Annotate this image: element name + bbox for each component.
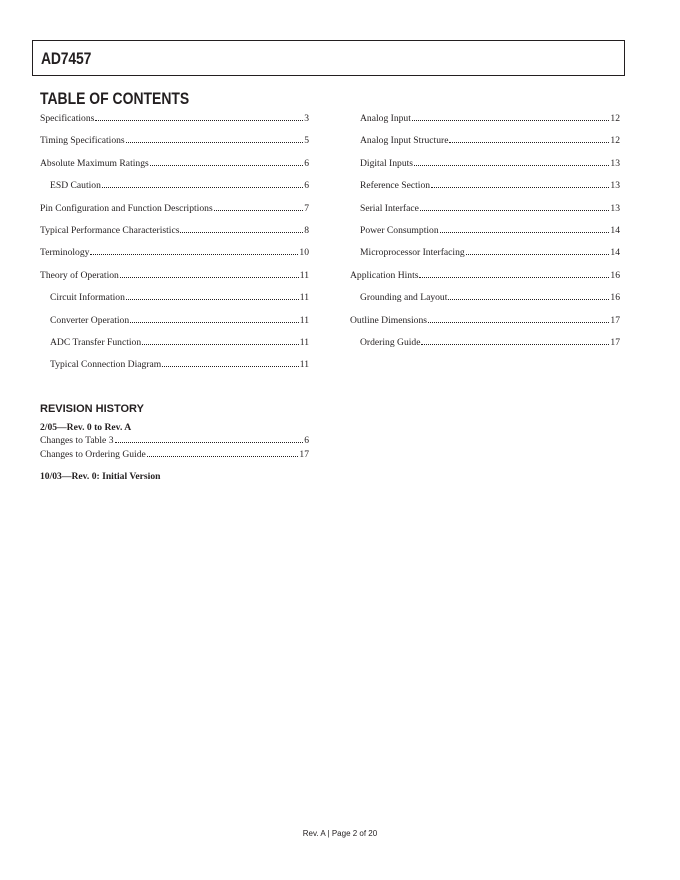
dot-leader: [162, 359, 299, 367]
toc-entry[interactable]: [350, 225, 620, 247]
toc-entry-title: Theory of Operation: [40, 269, 119, 281]
toc-entry-page: 11: [299, 269, 309, 281]
toc-entry-page: 14: [610, 224, 620, 236]
toc-right-column: [350, 113, 620, 359]
toc-entry[interactable]: [350, 292, 620, 314]
toc-entry[interactable]: [350, 180, 620, 202]
revision-change[interactable]: [40, 449, 309, 463]
toc-entry[interactable]: [350, 113, 620, 135]
toc-entry-page: 16: [610, 292, 620, 304]
toc-entry-page: 11: [299, 336, 309, 348]
toc-entry-title: Outline Dimensions: [350, 314, 428, 326]
toc-entry-title: Analog Input Structure: [360, 135, 449, 147]
dot-leader: [419, 270, 609, 278]
toc-entry-page: 14: [610, 247, 620, 259]
dot-leader: [90, 247, 298, 255]
toc-entry-page: 17: [610, 336, 620, 348]
toc-entry-page: 8: [304, 224, 309, 236]
toc-entry-page: 16: [610, 269, 620, 281]
dot-leader: [126, 135, 304, 143]
toc-entry-page: 5: [304, 135, 309, 147]
revision-change-page: 6: [304, 435, 309, 446]
dot-leader: [431, 180, 609, 188]
toc-entry-title: Absolute Maximum Ratings: [40, 157, 149, 169]
toc-entry-title: Microprocessor Interfacing: [360, 247, 465, 259]
part-number: AD7457: [41, 49, 92, 68]
toc-entry-page: 13: [610, 180, 620, 192]
toc-entry[interactable]: [350, 315, 620, 337]
toc-entry-title: Timing Specifications: [40, 135, 125, 147]
toc-entry[interactable]: [350, 135, 620, 157]
toc-entry[interactable]: [40, 337, 309, 359]
toc-entry-title: Circuit Information: [50, 292, 125, 304]
toc-entry[interactable]: [40, 203, 309, 225]
toc-entry[interactable]: [350, 158, 620, 180]
dot-leader: [130, 315, 299, 323]
toc-entry-title: Power Consumption: [360, 224, 439, 236]
toc-left-column: [40, 113, 309, 382]
toc-entry[interactable]: [40, 158, 309, 180]
page-footer: Rev. A | Page 2 of 20: [302, 829, 378, 838]
dot-leader: [214, 203, 304, 211]
toc-entry[interactable]: [40, 225, 309, 247]
toc-entry-page: 13: [610, 157, 620, 169]
toc-entry[interactable]: [350, 270, 620, 292]
toc-entry[interactable]: [40, 135, 309, 157]
toc-entry-page: 11: [299, 292, 309, 304]
toc-entry[interactable]: [40, 315, 309, 337]
revision-heading: 2/05—Rev. 0 to Rev. A: [40, 422, 132, 433]
dot-leader: [421, 337, 609, 345]
toc-entry[interactable]: [350, 203, 620, 225]
dot-leader: [414, 158, 609, 166]
toc-entry-page: 10: [299, 247, 309, 259]
dot-leader: [449, 135, 609, 143]
dot-leader: [95, 113, 303, 121]
toc-entry[interactable]: [40, 270, 309, 292]
toc-entry-title: Terminology: [40, 247, 90, 259]
toc-entry-title: Specifications: [40, 113, 95, 124]
revision-heading: 10/03—Rev. 0: Initial Version: [40, 471, 161, 482]
toc-entry[interactable]: [40, 292, 309, 314]
dot-leader: [412, 113, 610, 121]
toc-entry-title: Serial Interface: [360, 202, 419, 214]
header-box: [32, 40, 625, 76]
toc-entry-title: Application Hints: [350, 269, 419, 281]
dot-leader: [440, 225, 610, 233]
dot-leader: [448, 292, 609, 300]
dot-leader: [142, 337, 299, 345]
toc-entry-page: 11: [299, 314, 309, 326]
toc-entry-title: Pin Configuration and Function Descriptions: [40, 202, 213, 214]
revision-change-page: 17: [299, 448, 309, 460]
toc-entry-page: 7: [304, 202, 309, 214]
toc-entry-title: Digital Inputs: [360, 157, 414, 169]
dot-leader: [102, 180, 303, 188]
toc-entry-page: 6: [304, 157, 309, 169]
revision-change-text: Changes to Ordering Guide: [40, 448, 146, 460]
revision-a-block: [40, 422, 309, 462]
toc-entry-page: 3: [304, 113, 309, 124]
toc-entry-page: 11: [299, 359, 309, 371]
dot-leader: [150, 158, 303, 166]
toc-entry-title: ADC Transfer Function: [50, 336, 142, 348]
revision-change[interactable]: [40, 435, 309, 449]
toc-entry-title: Grounding and Layout: [360, 292, 448, 304]
toc-entry-page: 12: [610, 113, 620, 124]
revision-history-title: REVISION HISTORY: [40, 403, 144, 415]
revision-change-text: Changes to Table 3: [40, 435, 114, 446]
toc-entry-page: 17: [610, 314, 620, 326]
toc-title: TABLE OF CONTENTS: [40, 89, 190, 108]
dot-leader: [466, 247, 610, 255]
dot-leader: [115, 435, 304, 443]
dot-leader: [420, 203, 610, 211]
toc-entry-title: ESD Caution: [50, 180, 101, 192]
toc-entry[interactable]: [350, 337, 620, 359]
toc-entry-title: Analog Input: [360, 113, 411, 124]
toc-entry-page: 12: [610, 135, 620, 147]
toc-entry-title: Converter Operation: [50, 314, 130, 326]
toc-entry-title: Ordering Guide: [360, 336, 421, 348]
toc-entry[interactable]: [40, 113, 309, 135]
dot-leader: [428, 315, 609, 323]
dot-leader: [126, 292, 299, 300]
toc-entry[interactable]: [40, 359, 309, 381]
toc-entry[interactable]: [40, 247, 309, 269]
toc-entry-page: 6: [304, 180, 309, 192]
dot-leader: [120, 270, 299, 278]
dot-leader: [180, 225, 303, 233]
toc-entry[interactable]: [350, 247, 620, 269]
toc-entry-title: Typical Connection Diagram: [50, 359, 162, 371]
revision-0-block: [40, 471, 309, 484]
dot-leader: [147, 449, 299, 457]
toc-entry[interactable]: [40, 180, 309, 202]
toc-entry-title: Reference Section: [360, 180, 431, 192]
toc-entry-title: Typical Performance Characteristics: [40, 224, 180, 236]
toc-entry-page: 13: [610, 202, 620, 214]
